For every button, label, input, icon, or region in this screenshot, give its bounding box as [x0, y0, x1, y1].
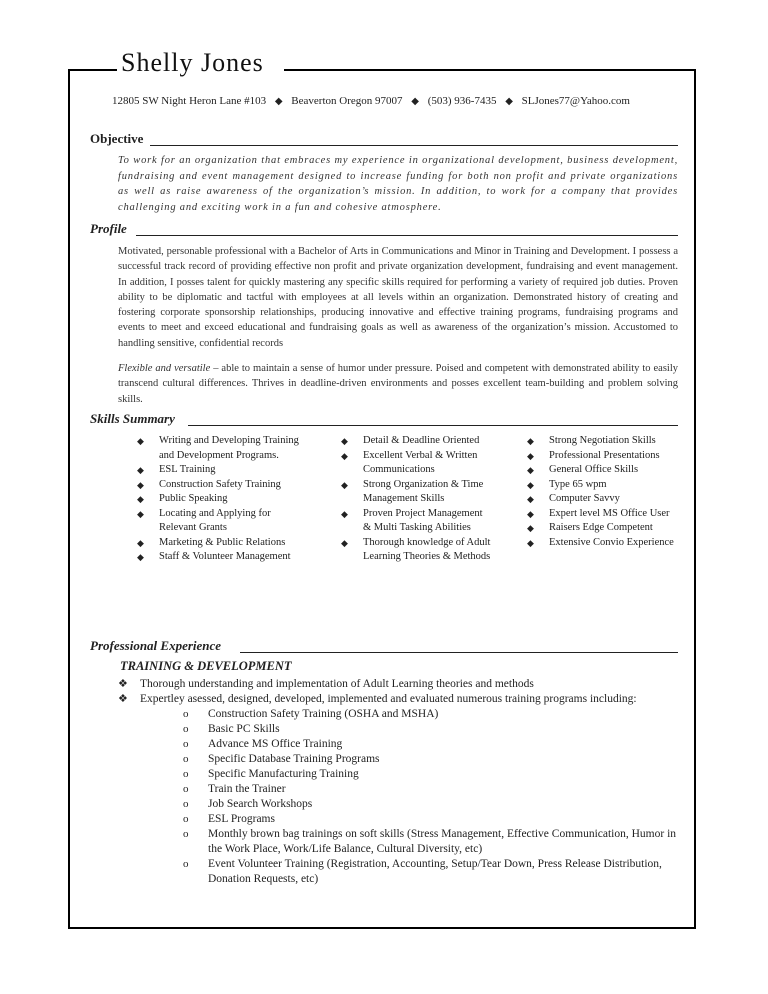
skills-heading: Skills Summary [90, 411, 175, 426]
circle-bullet-icon: o [183, 828, 189, 840]
training-text: ESL Programs [208, 813, 275, 825]
flexible-lead: Flexible and versatile [118, 363, 211, 374]
skill-text: Marketing & Public Relations [159, 536, 286, 548]
circle-bullet-icon: o [183, 768, 189, 780]
circle-bullet-icon: o [183, 753, 189, 765]
skill-item [527, 463, 682, 478]
flexible-text: – able to maintain a sense of humor under pressure. Poised and competent with demonstrated ability to easily transcend cultural differences. Thrives in deadline-driven environments and posses excellent team-building and problem solving skills. [118, 363, 678, 405]
training-item [183, 797, 678, 812]
diamond-bullet-icon: ◆ [341, 479, 348, 490]
training-text: Advance MS Office Training [208, 738, 343, 750]
training-text: Basic PC Skills [208, 723, 280, 735]
address: 12805 SW Night Heron Lane #103 [112, 95, 267, 107]
skill-item [137, 463, 302, 478]
diamond-bullet-icon: ◆ [137, 508, 144, 519]
training-text: Job Search Workshops [208, 798, 313, 810]
skill-text: Strong Negotiation Skills [549, 435, 656, 446]
training-item [183, 812, 678, 827]
circle-bullet-icon: o [183, 708, 189, 720]
skills-rule [188, 425, 678, 426]
training-list [140, 707, 678, 887]
profile-heading: Profile [90, 221, 127, 236]
profile-rule [136, 235, 678, 236]
training-text: Train the Trainer [208, 783, 286, 795]
skill-text: Proven Project Management & Multi Tasking Abilities [363, 507, 483, 533]
training-text: Monthly brown bag trainings on soft skills (Stress Management, Effective Communication, Humor in the Work Place, Work/Life Balance, Cultural Diversity, etc) [208, 828, 677, 855]
training-text: Specific Manufacturing Training [208, 768, 359, 780]
contact-line [112, 95, 630, 107]
training-item [183, 722, 678, 737]
diamond-bullet-icon: ◆ [527, 436, 534, 446]
diamond-bullet-icon: ◆ [527, 479, 534, 490]
experience-rule [240, 652, 678, 653]
skill-item [527, 507, 682, 522]
circle-bullet-icon: o [183, 858, 189, 870]
skill-item [527, 536, 682, 551]
diamond-bullet-icon: ◆ [341, 436, 348, 446]
diamond-bullet-icon: ◆ [137, 479, 144, 490]
skill-item [341, 434, 491, 449]
profile-paragraph: Motivated, personable professional with a Bachelor of Arts in Communications and Minor in Training and Development. I possess a successful track record of providing effective non profit and private organization development, fundraising and event management. In addition, I posses talent for quickly mastering any specific skills required for performing a variety of required job duties. Proven ability to be diplomatic and tactful with employees at all levels within an organization. Demonstrated history of creating and fostering corporate sponsorship relationships, producing innovative and effective training programs, fundraising programs and events to meet and exceed educational and fundraising goals as well as awareness of the organization’s mission. Accustomed to handling sensitive, confidential records [118, 246, 678, 349]
skill-text: Computer Savvy [549, 493, 620, 504]
circle-bullet-icon: o [183, 723, 189, 735]
diamond-bullet-icon: ◆ [137, 465, 144, 475]
skill-item [341, 478, 491, 507]
skill-item [527, 478, 682, 493]
experience-list [118, 677, 678, 887]
objective-heading: Objective [90, 131, 144, 146]
experience-item [118, 692, 678, 887]
experience-heading: Professional Experience [90, 638, 222, 653]
diamond-icon: ◆ [411, 96, 419, 107]
skill-text: Professional Presentations [549, 449, 660, 461]
phone: (503) 936-7435 [427, 95, 497, 107]
fleuron-bullet-icon: ❖ [118, 693, 128, 705]
circle-bullet-icon: o [183, 813, 189, 825]
diamond-bullet-icon: ◆ [527, 523, 534, 533]
skill-item [527, 449, 682, 464]
skill-text: Construction Safety Training [159, 478, 281, 490]
skill-text: Type 65 wpm [549, 478, 607, 490]
diamond-bullet-icon: ◆ [527, 494, 534, 504]
training-item [183, 737, 678, 752]
skill-item [137, 507, 302, 536]
skill-text: Extensive Convio Experience [549, 536, 674, 548]
diamond-bullet-icon: ◆ [341, 450, 348, 461]
training-item [183, 707, 678, 722]
diamond-bullet-icon: ◆ [137, 494, 144, 504]
skill-item [137, 550, 302, 565]
skill-item [137, 492, 302, 507]
skill-item [341, 536, 491, 565]
training-text: Event Volunteer Training (Registration, Accounting, Setup/Tear Down, Press Release Distribution, Donation Requests, etc) [208, 858, 662, 885]
diamond-bullet-icon: ◆ [527, 465, 534, 475]
diamond-bullet-icon: ◆ [527, 450, 534, 461]
experience-item [118, 677, 678, 692]
skill-item [341, 507, 491, 536]
diamond-bullet-icon: ◆ [527, 537, 534, 548]
skill-item [341, 449, 491, 478]
skill-item [137, 536, 302, 551]
circle-bullet-icon: o [183, 738, 189, 750]
fleuron-bullet-icon: ❖ [118, 678, 128, 690]
skill-item [527, 434, 682, 449]
skills-column-3 [527, 434, 682, 550]
city: Beaverton Oregon 97007 [291, 95, 403, 107]
skill-text: Thorough knowledge of Adult Learning Theories & Methods [363, 536, 491, 562]
objective-rule [150, 145, 678, 146]
diamond-bullet-icon: ◆ [137, 436, 144, 446]
training-item [183, 782, 678, 797]
skill-text: Strong Organization & Time Management Skills [363, 478, 484, 504]
objective-text: To work for an organization that embraces my experience in organizational development, business development, fundraising and event management designed to increase funding for both non profit and private organizations as well as raise awareness of the organization’s mission. In addition, to work for a company that provides challenging and exciting work in a fun and cohesive atmosphere. [118, 155, 678, 213]
diamond-bullet-icon: ◆ [137, 552, 144, 562]
training-text: Construction Safety Training (OSHA and MSHA) [208, 708, 439, 720]
diamond-bullet-icon: ◆ [137, 537, 144, 548]
profile-flexible-paragraph [118, 361, 678, 407]
experience-subheading: TRAINING & DEVELOPMENT [120, 659, 292, 673]
diamond-bullet-icon: ◆ [341, 508, 348, 519]
skill-text: Expert level MS Office User [549, 507, 670, 519]
skill-item [137, 434, 302, 463]
circle-bullet-icon: o [183, 798, 189, 810]
skill-text: Raisers Edge Competent [549, 522, 653, 533]
diamond-bullet-icon: ◆ [527, 508, 534, 519]
skills-column-1 [137, 434, 302, 565]
skill-text: Locating and Applying for Relevant Grants [159, 507, 271, 533]
skill-text: General Office Skills [549, 464, 639, 475]
border-top-right [284, 69, 694, 71]
training-text: Specific Database Training Programs [208, 753, 380, 765]
skill-item [137, 478, 302, 493]
diamond-bullet-icon: ◆ [341, 537, 348, 548]
experience-item-text: Expertley asessed, designed, developed, implemented and evaluated numerous training programs including: [140, 693, 637, 705]
skill-item [527, 521, 682, 536]
diamond-icon: ◆ [505, 96, 513, 107]
skill-text: ESL Training [159, 464, 216, 475]
training-item [183, 767, 678, 782]
circle-bullet-icon: o [183, 783, 189, 795]
experience-item-text: Thorough understanding and implementation of Adult Learning theories and methods [140, 678, 534, 690]
skill-text: Detail & Deadline Oriented [363, 435, 480, 446]
training-item [183, 752, 678, 767]
diamond-icon: ◆ [274, 96, 283, 107]
training-item [183, 857, 678, 887]
skill-text: Public Speaking [159, 493, 228, 504]
skill-text: Excellent Verbal & Written Communications [363, 449, 478, 475]
skill-item [527, 492, 682, 507]
skills-column-2 [341, 434, 491, 565]
skill-text: Staff & Volunteer Management [159, 551, 291, 562]
candidate-name: Shelly Jones [117, 45, 268, 81]
border-top-left [68, 69, 118, 71]
training-item [183, 827, 678, 857]
email[interactable]: SLJones77@Yahoo.com [521, 95, 630, 107]
skill-text: Writing and Developing Training and Development Programs. [159, 435, 299, 461]
